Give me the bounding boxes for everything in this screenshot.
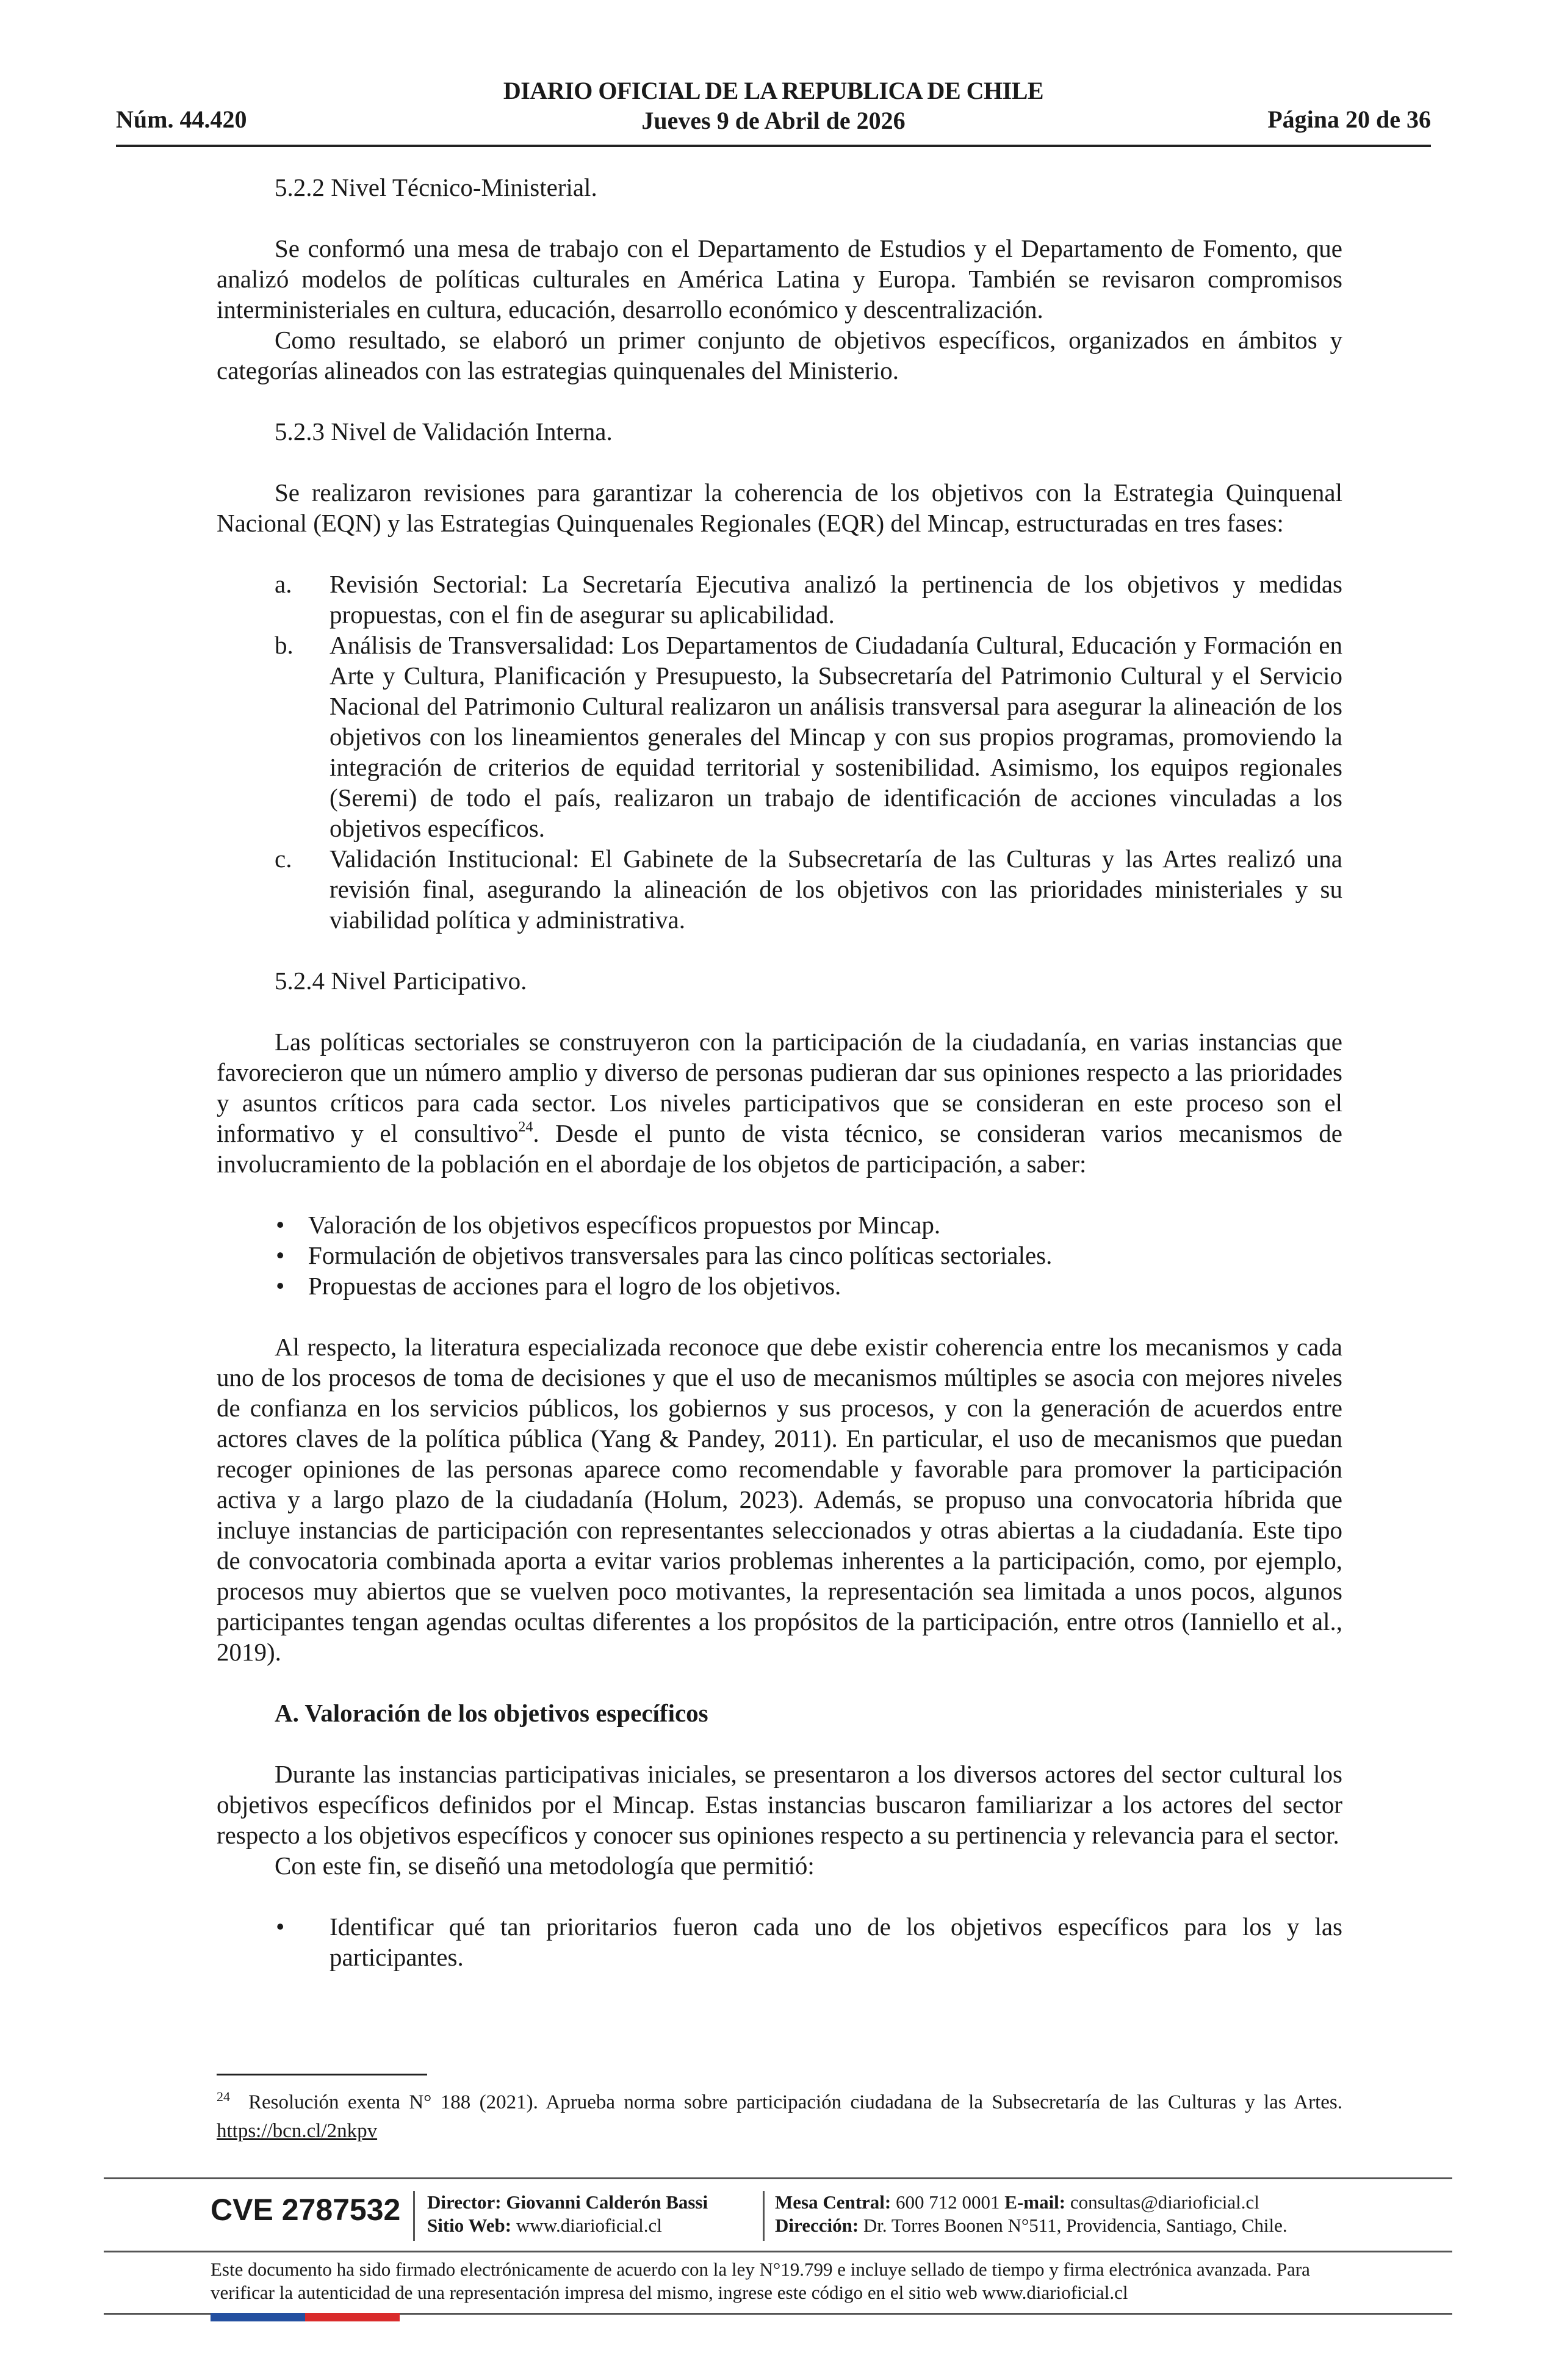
paragraph: Como resultado, se elaboró un primer conjunto de objetivos específicos, organizados en ámbitos y categorías alineados con las estrategias quinquenales del Ministerio. [217,326,1342,384]
legal-notice: Este documento ha sido firmado electrónicamente de acuerdo con la ley N°19.799 e incluye sellado de tiempo y firma electrónica avanzada. Para verificar la autenticidad de una representación impresa del mismo, ingrese este código en el sitio web www.diarioficial.cl [211,2259,1310,2303]
list-item-text: Análisis de Transversalidad: Los Departamentos de Ciudadanía Cultural, Educación y Formación en Arte y Cultura, Planificación y Presupuesto, la Subsecretaría del Patrimonio Cultural y el Servicio Nacional del Patrimonio Cultural realizaron un análisis transversal para asegurar la alineación de los objetivos con los lineamientos generales del Mincap y con sus propios programas, promoviendo la integración de criterios de equidad territorial y sostenibilidad. Asimismo, los equipos regionales (Seremi) de todo el país, realizaron un trabajo de identificación de acciones vinculadas a los objetivos específicos. [330,631,1342,842]
list-item-text: Revisión Sectorial: La Secretaría Ejecutiva analizó la pertinencia de los objetivos y medidas propuestas, con el fin de asegurar su aplicabilidad. [330,570,1342,629]
director-name: Giovanni Calderón Bassi [506,2191,708,2213]
list-item [217,1210,1342,1240]
footer-contact-block [775,2191,1288,2237]
footer-director-block [427,2191,708,2237]
address-label: Dirección: [775,2215,859,2236]
section-heading-a: A. Valoración de los objetivos específicos [275,1699,708,1727]
footer-divider [763,2191,765,2241]
bullet-marker: • [276,1913,285,1941]
document-body [217,172,1342,1972]
list-item-text: Propuestas de acciones para el logro de los objetivos. [308,1272,841,1300]
footer-divider [413,2191,415,2241]
paragraph: Durante las instancias participativas iniciales, se presentaron a los diversos actores del sector cultural los objetivos específicos definidos por el Mincap. Estas instancias buscaron familiarizar a los actores del sector respecto a los objetivos específicos y conocer sus opiniones respecto a su pertinencia y relevancia para el sector. [217,1760,1342,1849]
list-item-text: Validación Institucional: El Gabinete de la Subsecretaría de las Culturas y las Artes realizó una revisión final, asegurando la alineación de los objetivos con las prioridades ministeriales y su viabilidad política y administrativa. [330,845,1342,934]
cve-code: CVE 2787532 [211,2193,401,2227]
footnote [217,2082,1342,2146]
issue-number: Núm. 44.420 [116,106,247,133]
footnote-reference: 24 [518,1119,533,1136]
paragraph: Se realizaron revisiones para garantizar la coherencia de los objetivos con la Estrategia Quinquenal Nacional (EQN) y las Estrategias Quinquenales Regionales (EQR) del Mincap, estructuradas en tres fases: [217,478,1342,537]
paragraph: Al respecto, la literatura especializada reconoce que debe existir coherencia entre los mecanismos y cada uno de los procesos de toma de decisiones y que el uso de mecanismos múltiples se asocia con mejores niveles de confianza en los servicios públicos, los gobiernos y sus procesos, y con la generación de acuerdos entre actores claves de la política pública (Yang & Pandey, 2011). En particular, el uso de mecanismos que puedan recoger opiniones de las personas aparece como recomendable y favorable para promover la participación activa y a largo plazo de la ciudadanía (Holum, 2023). Además, se propuso una convocatoria híbrida que incluye instancias de participación con representantes seleccionados y otras abiertas a la ciudadanía. Este tipo de convocatoria combinada aporta a evitar varios problemas inherentes a la participación, como, por ejemplo, procesos muy abiertos que se vuelven poco motivantes, la representación sea limitada a unos pocos, algunos participantes tengan agendas ocultas diferentes a los propósitos de la participación, entre otros (Ianniello et al., 2019). [217,1333,1342,1666]
email-label: E-mail: [1004,2191,1066,2213]
list-item-text: Identificar qué tan prioritarios fueron cada uno de los objetivos específicos para los y las participantes. [330,1913,1342,1971]
publication-title: DIARIO OFICIAL DE LA REPUBLICA DE CHILE [503,77,1044,104]
mesa-phone: 600 712 0001 [896,2191,1000,2213]
footnote-text: Resolución exenta N° 188 (2021). Aprueba norma sobre participación ciudadana de la Subsecretaría de las Culturas y las Artes. [248,2091,1342,2113]
page-number: Página 20 de 36 [1267,106,1431,133]
list-item [217,843,1342,935]
list-item-text: Valoración de los objetivos específicos propuestos por Mincap. [308,1211,941,1239]
section-heading-5-2-3: 5.2.3 Nivel de Validación Interna. [275,417,613,445]
methodology-list [217,1911,1342,1972]
list-item [217,630,1342,843]
paragraph-text: . Desde el punto de vista técnico, se consideran varios mecanismos de involucramiento de la población en el abordaje de los objetos de participación, a saber: [217,1119,1342,1178]
mechanisms-list [217,1210,1342,1301]
email-link[interactable]: consultas@diarioficial.cl [1070,2191,1259,2213]
section-heading-5-2-4: 5.2.4 Nivel Participativo. [275,967,527,995]
address-text: Dr. Torres Boonen N°511, Providencia, Santiago, Chile. [863,2215,1288,2236]
footer-rule [104,2251,1452,2252]
list-item [217,1911,1342,1972]
flag-stripe-red [305,2313,400,2321]
list-marker: b. [275,631,294,659]
list-item [217,1240,1342,1271]
mesa-label: Mesa Central: [775,2191,891,2213]
footnote-rule [217,2074,427,2075]
bullet-marker: • [276,1272,285,1300]
list-item [217,1271,1342,1301]
footer-rule [104,2177,1452,2179]
list-marker: a. [275,570,292,598]
bullet-marker: • [276,1241,285,1269]
footnote-link[interactable]: https://bcn.cl/2nkpv [217,2120,378,2142]
masthead [116,76,1431,135]
paragraph: Se conformó una mesa de trabajo con el Departamento de Estudios y el Departamento de Fomento, que analizó modelos de políticas culturales en América Latina y Europa. También se revisaron compromisos interministeriales en cultura, educación, desarrollo económico y descentralización. [217,234,1342,323]
paragraph: Con este fin, se diseñó una metodología que permitió: [275,1852,815,1880]
website-link[interactable]: www.diarioficial.cl [516,2215,662,2236]
website-label: Sitio Web: [427,2215,512,2236]
director-label: Director: [427,2191,502,2213]
bullet-marker: • [276,1211,285,1239]
page-header [116,76,1431,147]
flag-stripe-blue [211,2313,305,2321]
list-item [217,569,1342,630]
list-marker: c. [275,845,292,873]
phases-list [217,569,1342,935]
footnote-number: 24 [217,2089,230,2104]
section-heading-5-2-2: 5.2.2 Nivel Técnico-Ministerial. [275,173,597,201]
paragraph [217,1026,1342,1179]
paragraph-text: Las políticas sectoriales se construyeron con la participación de la ciudadanía, en varias instancias que favorecieron que un número amplio y diverso de personas pudieran dar sus opiniones respecto a las prioridades y asuntos críticos para cada sector. Los niveles participativos que se consideran en este proceso son el informativo y el consultivo [217,1028,1342,1147]
list-item-text: Formulación de objetivos transversales para las cinco políticas sectoriales. [308,1241,1053,1269]
publication-date: Jueves 9 de Abril de 2026 [641,107,906,134]
